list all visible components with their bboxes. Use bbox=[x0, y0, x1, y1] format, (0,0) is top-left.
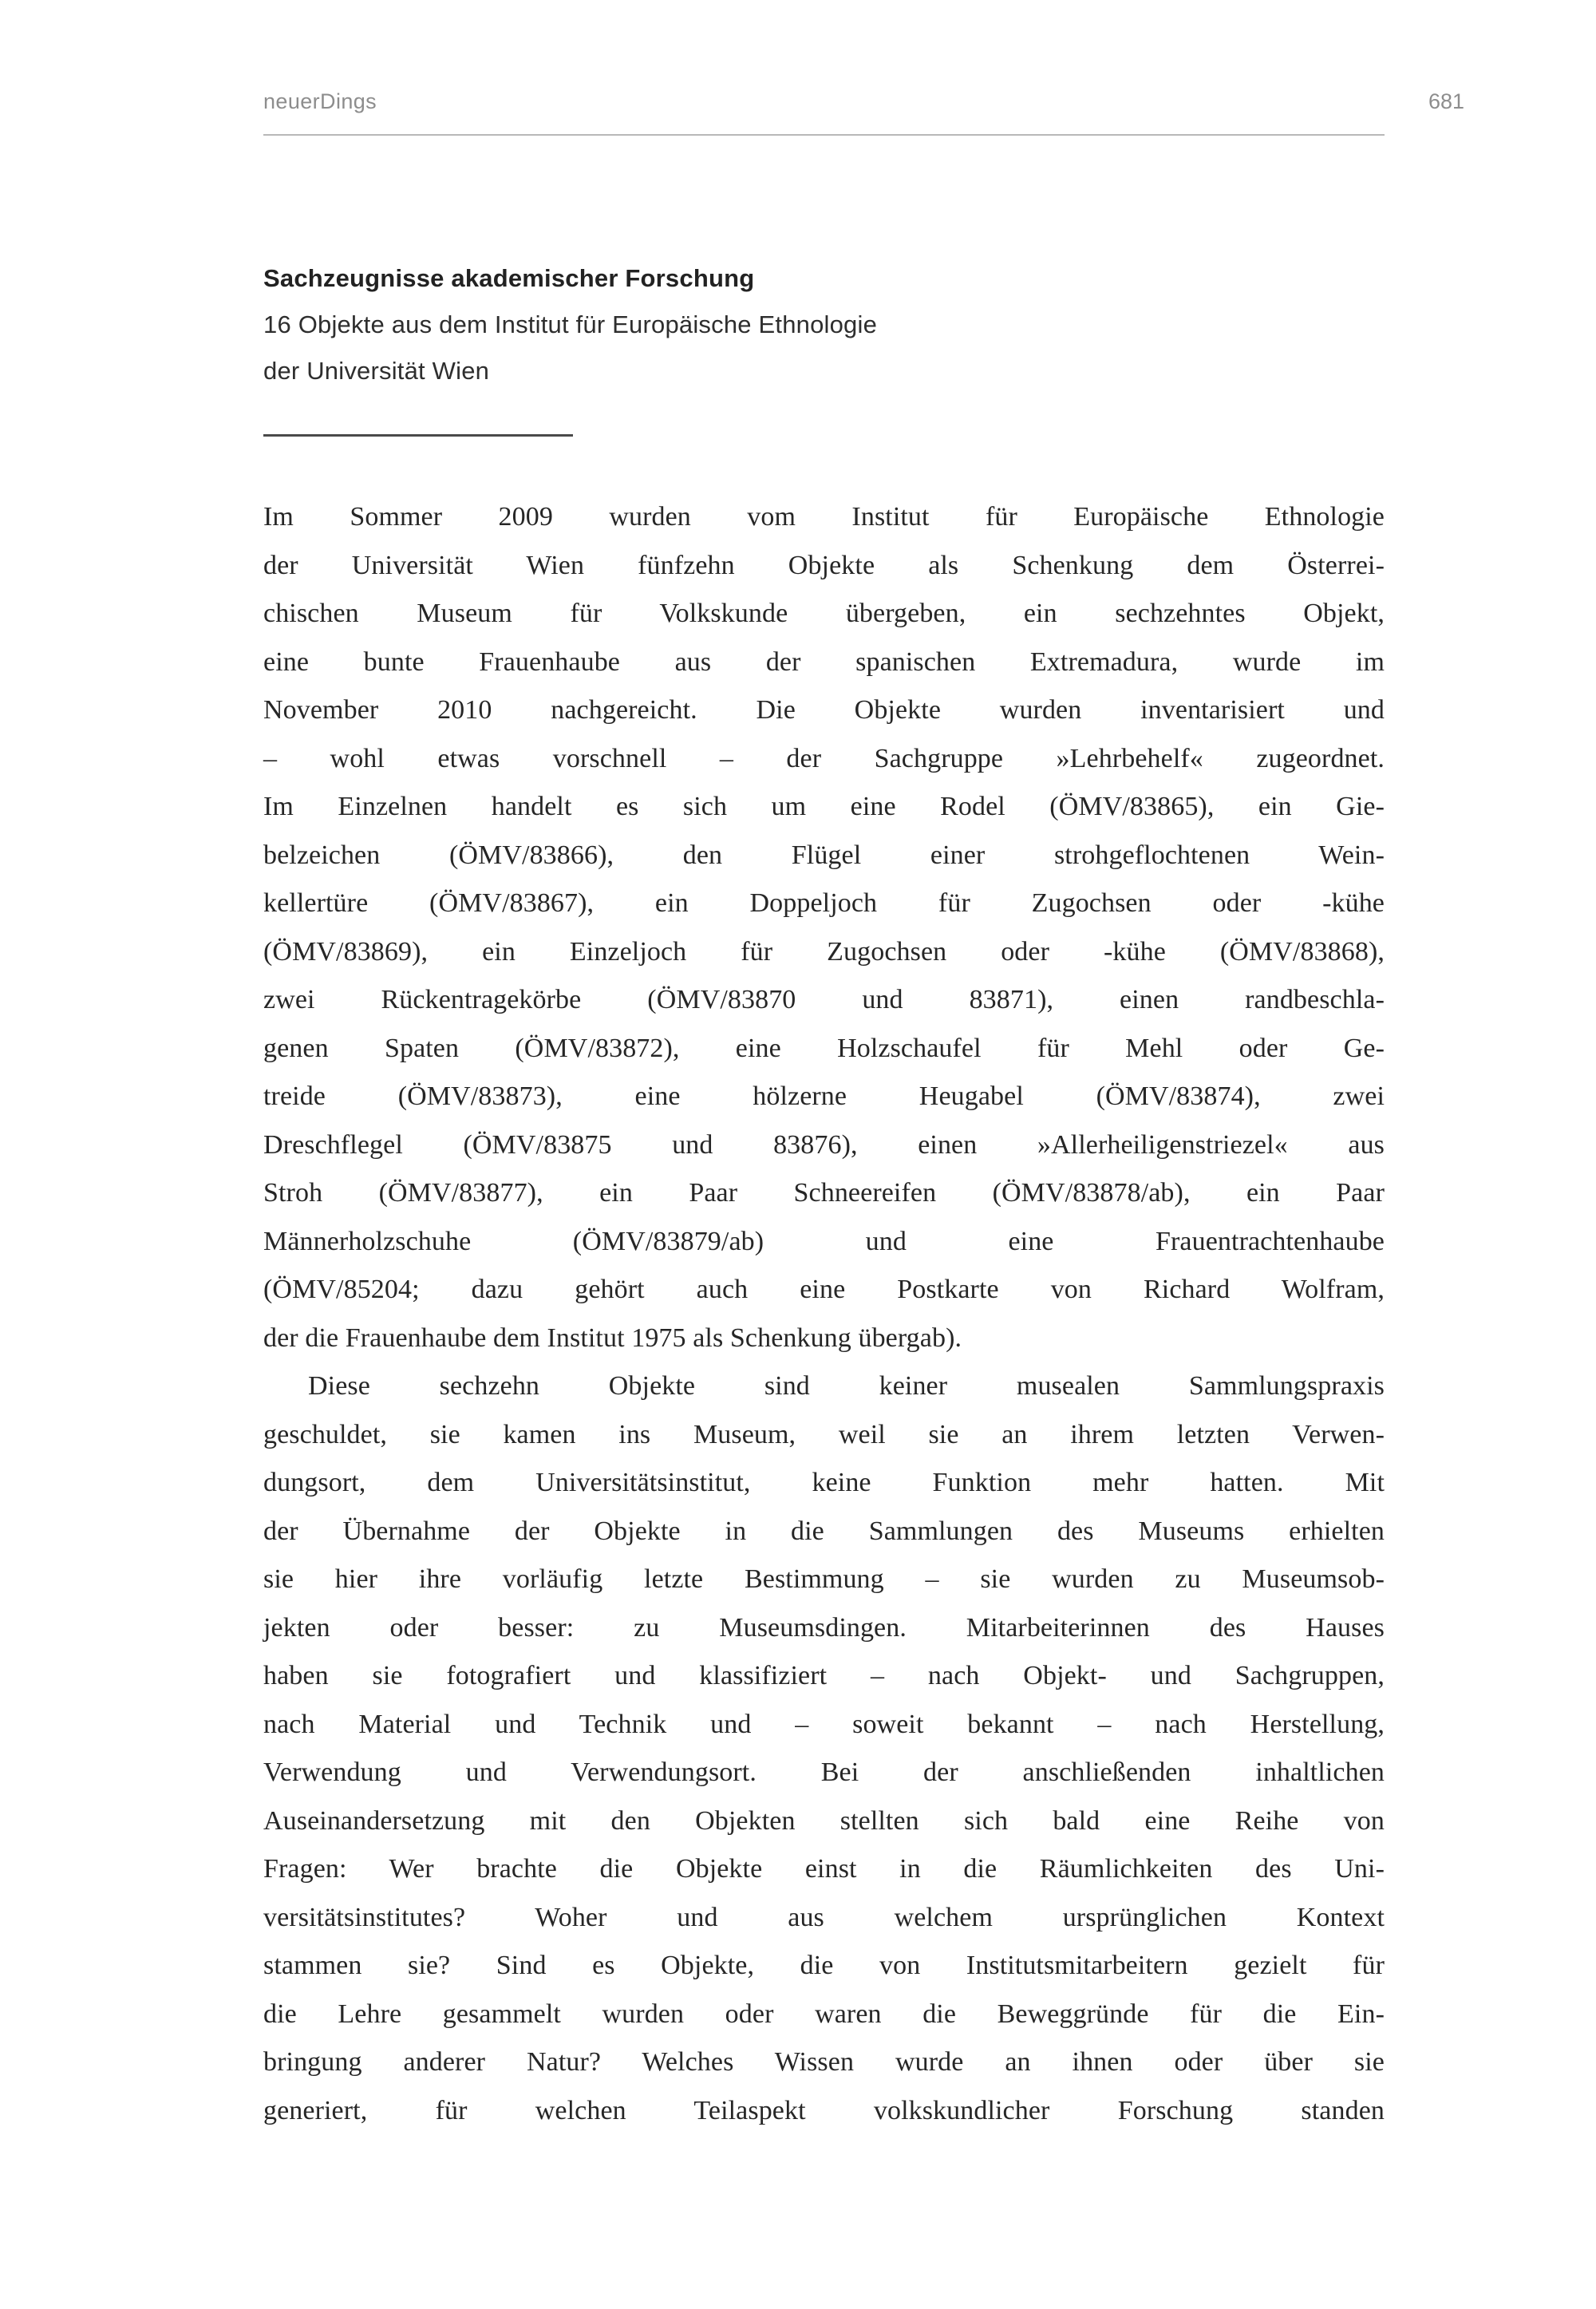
body-line: versitätsinstitutes? Woher und aus welchem ursprünglichen Kontext bbox=[263, 1902, 1385, 1932]
chapter-title-block bbox=[263, 255, 1385, 394]
body-line: Fragen: Wer brachte die Objekte einst in die Räumlichkeiten des Uni- bbox=[263, 1854, 1385, 1884]
body-line: (ÖMV/85204; dazu gehört auch eine Postkarte von Richard Wolfram, bbox=[263, 1275, 1385, 1304]
page-number: 681 bbox=[1428, 89, 1465, 113]
body-line: generiert, für welchen Teilaspekt volkskundlicher Forschung standen bbox=[263, 2095, 1385, 2125]
body-line: der die Frauenhaube dem Institut 1975 als Schenkung übergab). bbox=[263, 1323, 962, 1353]
body-line: der Übernahme der Objekte in die Sammlungen des Museums erhielten bbox=[263, 1516, 1385, 1546]
body-line: eine bunte Frauenhaube aus der spanischen Extremadura, wurde im bbox=[263, 646, 1385, 677]
body-line: Auseinandersetzung mit den Objekten stellten sich bald eine Reihe von bbox=[263, 1805, 1385, 1836]
body-line: chischen Museum für Volkskunde übergeben, ein sechzehntes Objekt, bbox=[263, 599, 1385, 628]
body-line: kellertüre (ÖMV/83867), ein Doppeljoch für Zugochsen oder -kühe bbox=[263, 888, 1385, 918]
body-line: treide (ÖMV/83873), eine hölzerne Heugabel (ÖMV/83874), zwei bbox=[263, 1081, 1385, 1111]
body-line: der Universität Wien fünfzehn Objekte als Schenkung dem Österrei- bbox=[263, 550, 1385, 580]
body-line: Im Einzelnen handelt es sich um eine Rodel (ÖMV/83865), ein Gie- bbox=[263, 792, 1385, 821]
header-rule bbox=[263, 134, 1385, 136]
body-line: Stroh (ÖMV/83877), ein Paar Schneereifen (ÖMV/83878/ab), ein Paar bbox=[263, 1178, 1385, 1208]
body-line: stammen sie? Sind es Objekte, die von Institutsmitarbeitern gezielt für bbox=[263, 1951, 1385, 1980]
body-line: bringung anderer Natur? Welches Wissen wurde an ihnen oder über sie bbox=[263, 2047, 1385, 2077]
body-line: Diese sechzehn Objekte sind keiner musealen Sammlungspraxis bbox=[308, 1371, 1385, 1401]
body-line: belzeichen (ÖMV/83866), den Flügel einer strohgeflochtenen Wein- bbox=[263, 840, 1385, 870]
body-line: jekten oder besser: zu Museumsdingen. Mitarbeiterinnen des Hauses bbox=[263, 1612, 1385, 1643]
body-line: Im Sommer 2009 wurden vom Institut für Europäische Ethnologie bbox=[263, 502, 1385, 532]
body-line: sie hier ihre vorläufig letzte Bestimmung – sie wurden zu Museumsob- bbox=[263, 1564, 1385, 1594]
running-header-title: neuerDings bbox=[263, 89, 377, 113]
page-header bbox=[263, 89, 1385, 137]
body-line: nach Material und Technik und – soweit bekannt – nach Herstellung, bbox=[263, 1709, 1385, 1739]
body-text bbox=[263, 493, 1385, 2135]
body-line: (ÖMV/83869), ein Einzeljoch für Zugochsen oder -kühe (ÖMV/83868), bbox=[263, 936, 1385, 967]
body-line: dungsort, dem Universitätsinstitut, keine Funktion mehr hatten. Mit bbox=[263, 1468, 1385, 1497]
body-line: zwei Rückentragekörbe (ÖMV/83870 und 83871), einen randbeschla- bbox=[263, 985, 1385, 1014]
title-rule bbox=[263, 434, 573, 437]
body-line: haben sie fotografiert und klassifiziert – nach Objekt- und Sachgruppen, bbox=[263, 1661, 1385, 1690]
body-line: – wohl etwas vorschnell – der Sachgruppe »Lehrbehelf« zugeordnet. bbox=[263, 743, 1385, 773]
body-line: die Lehre gesammelt wurden oder waren die Beweggründe für die Ein- bbox=[263, 1999, 1385, 2029]
body-line: genen Spaten (ÖMV/83872), eine Holzschaufel für Mehl oder Ge- bbox=[263, 1033, 1385, 1063]
body-line: November 2010 nachgereicht. Die Objekte wurden inventarisiert und bbox=[263, 695, 1385, 725]
chapter-subtitle-line2: der Universität Wien bbox=[263, 357, 490, 385]
body-line: Verwendung und Verwendungsort. Bei der anschließenden inhaltlichen bbox=[263, 1757, 1385, 1787]
chapter-title: Sachzeugnisse akademischer Forschung bbox=[263, 264, 755, 292]
body-line: geschuldet, sie kamen ins Museum, weil sie an ihrem letzten Verwen- bbox=[263, 1419, 1385, 1449]
chapter-subtitle-line1: 16 Objekte aus dem Institut für Europäische Ethnologie bbox=[263, 310, 878, 338]
body-line: Dreschflegel (ÖMV/83875 und 83876), einen »Allerheiligenstriezel« aus bbox=[263, 1129, 1385, 1160]
body-line: Männerholzschuhe (ÖMV/83879/ab) und eine Frauentrachtenhaube bbox=[263, 1226, 1385, 1256]
